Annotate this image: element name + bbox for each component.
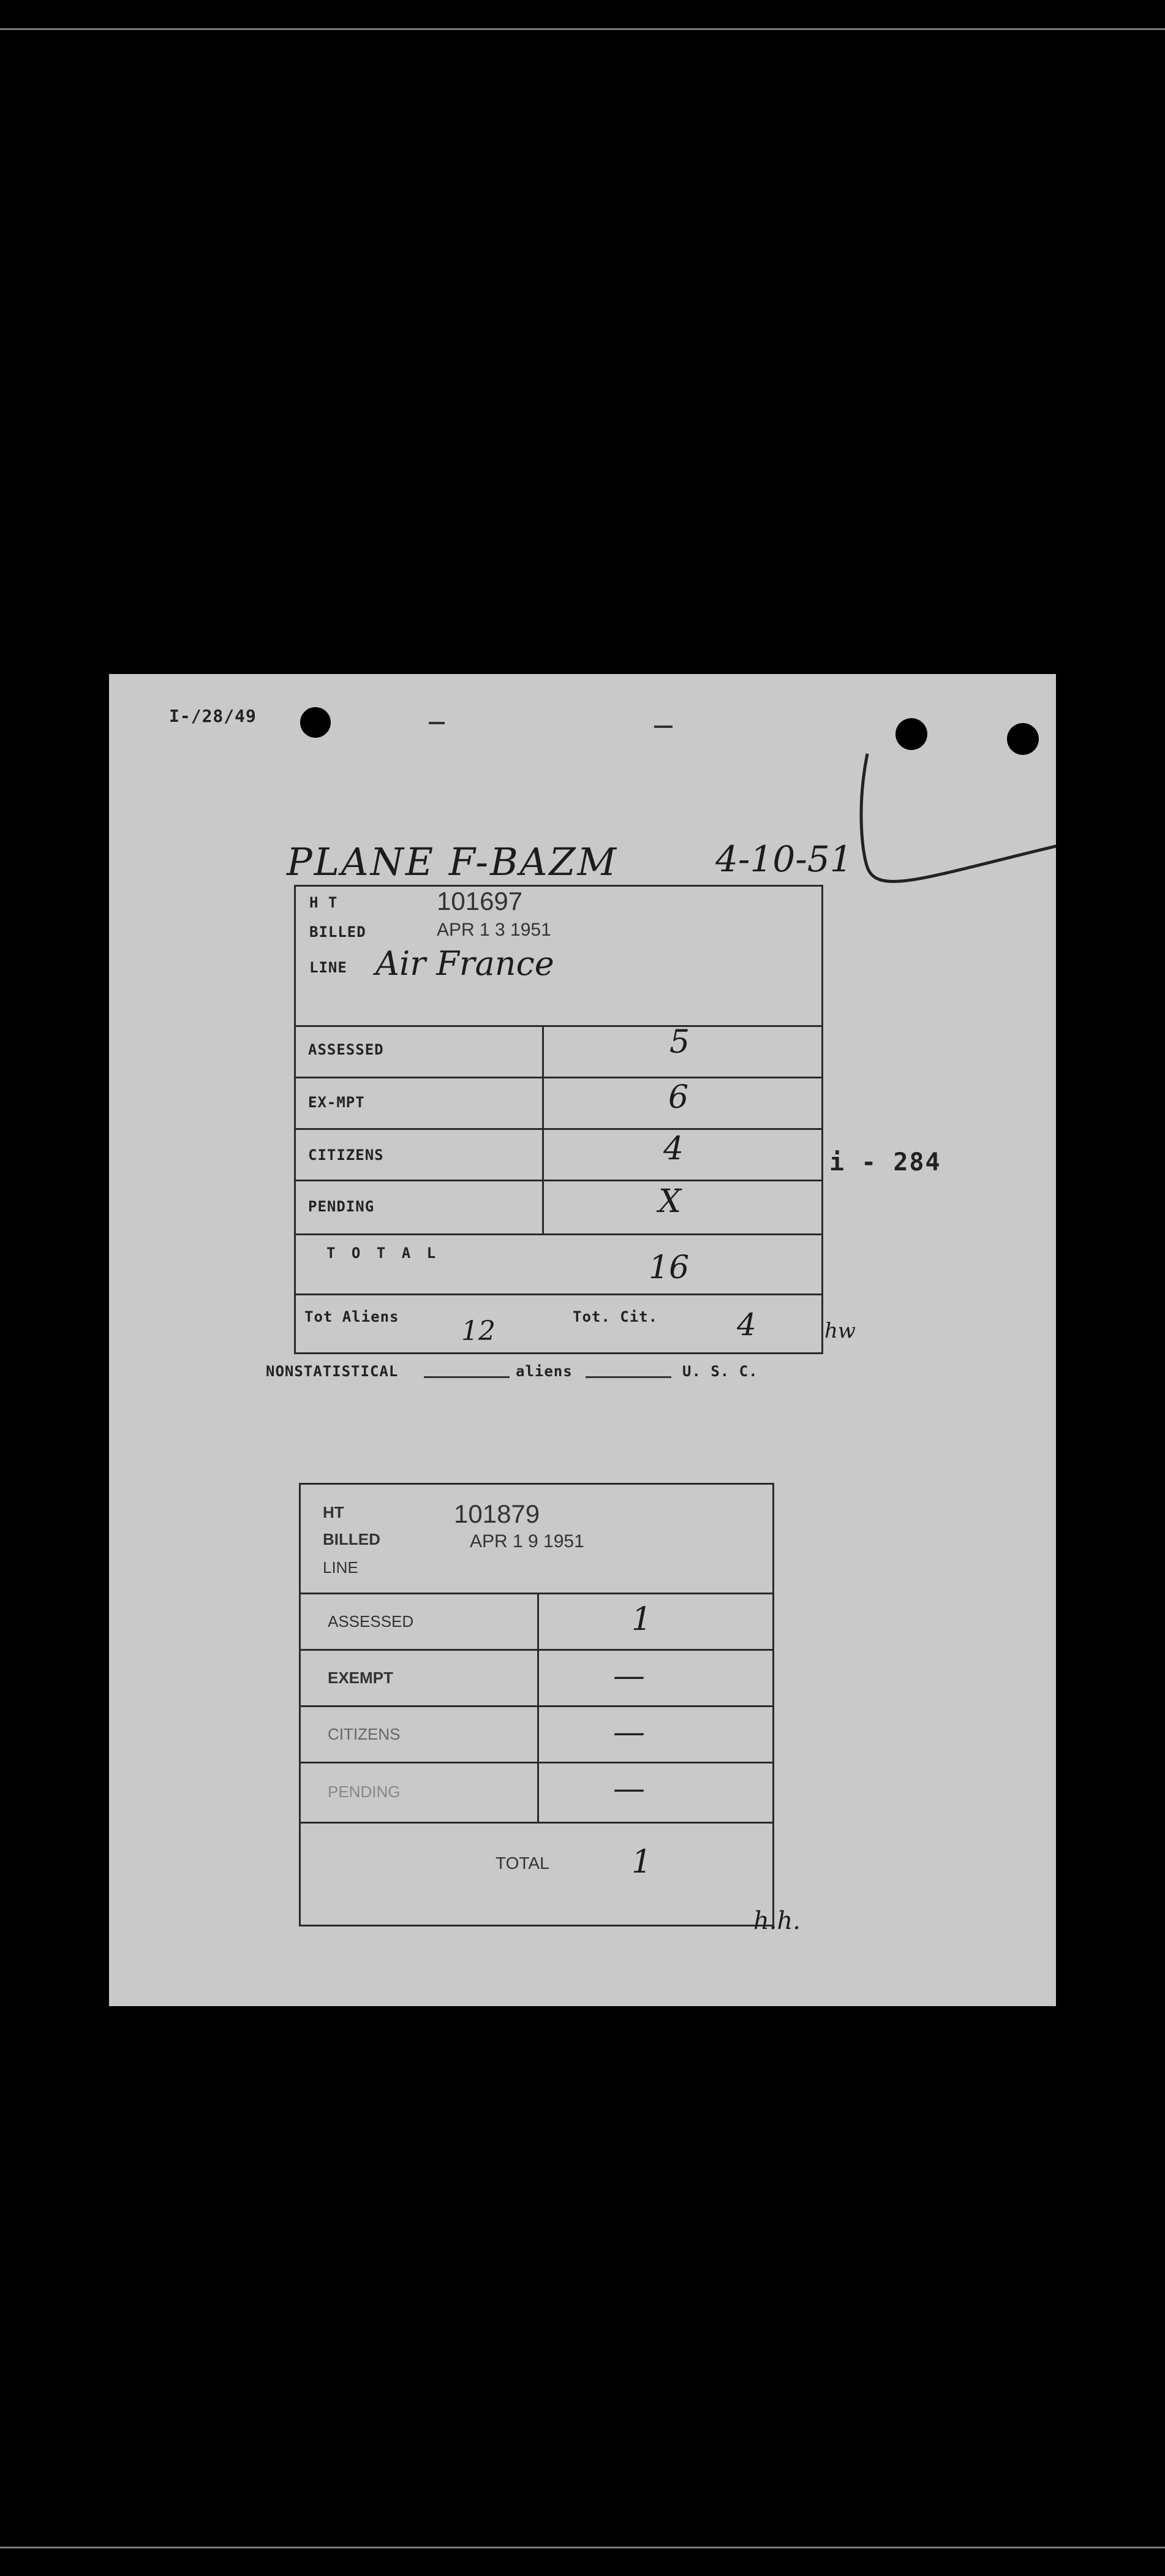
row-label-assessed: ASSESSED bbox=[328, 1612, 414, 1631]
divider bbox=[296, 1025, 821, 1027]
divider bbox=[301, 1649, 772, 1651]
check-mark-icon bbox=[856, 748, 1056, 956]
divider bbox=[301, 1762, 772, 1763]
divider bbox=[296, 1233, 821, 1235]
billed-date: APR 1 3 1951 bbox=[437, 920, 551, 940]
total-value: 1 bbox=[632, 1844, 652, 1881]
divider bbox=[296, 1294, 821, 1295]
line-label: LINE bbox=[323, 1558, 358, 1577]
row-label-citizens: CITIZENS bbox=[328, 1725, 401, 1743]
line-value: Air France bbox=[375, 944, 554, 983]
tot-aliens-label: Tot Aliens bbox=[304, 1308, 399, 1325]
tot-cit-value: 4 bbox=[737, 1307, 756, 1343]
row-value-exempt: 6 bbox=[668, 1079, 689, 1116]
row-value-assessed: 1 bbox=[632, 1601, 652, 1638]
ht-label: H T bbox=[309, 894, 338, 911]
divider bbox=[296, 1128, 821, 1130]
total-value: 16 bbox=[649, 1249, 690, 1286]
total-label: TOTAL bbox=[496, 1854, 549, 1873]
side-number: i - 284 bbox=[829, 1148, 941, 1176]
row-value-assessed: 5 bbox=[669, 1024, 690, 1061]
row-value-pending: — bbox=[613, 1770, 645, 1807]
divider bbox=[296, 1180, 821, 1181]
row-label-citizens: CITIZENS bbox=[308, 1146, 384, 1164]
statistics-card bbox=[294, 885, 823, 1354]
usc-label: U. S. C. bbox=[682, 1363, 758, 1380]
plane-note: PLANE F-BAZM bbox=[287, 839, 618, 884]
billed-date: APR 1 9 1951 bbox=[470, 1531, 584, 1551]
row-label-assessed: ASSESSED bbox=[308, 1041, 384, 1058]
nonstatistical-label: NONSTATISTICAL bbox=[266, 1363, 399, 1380]
line-label: LINE bbox=[309, 959, 347, 976]
billed-label: BILLED bbox=[309, 923, 366, 941]
blank-line bbox=[586, 1376, 671, 1378]
divider bbox=[301, 1822, 772, 1824]
blank-line bbox=[424, 1376, 510, 1378]
card2-initials: h.h. bbox=[753, 1907, 801, 1935]
total-label: T O T A L bbox=[326, 1244, 440, 1262]
scanner-bottom-line bbox=[0, 2547, 1165, 2548]
card1-initials: hw bbox=[824, 1319, 856, 1343]
tot-aliens-value: 12 bbox=[461, 1316, 496, 1347]
billing-card bbox=[299, 1483, 774, 1926]
row-value-citizens: 4 bbox=[663, 1131, 684, 1167]
ht-label: HT bbox=[323, 1503, 344, 1521]
row-label-exempt: EX-MPT bbox=[308, 1094, 365, 1111]
row-value-pending: X bbox=[658, 1183, 682, 1220]
ht-number: 101697 bbox=[437, 887, 523, 915]
plane-date: 4-10-51 bbox=[715, 838, 853, 880]
punch-hole bbox=[895, 718, 927, 750]
row-label-pending: PENDING bbox=[308, 1198, 375, 1215]
column-divider bbox=[537, 1593, 539, 1822]
form-number: I-/28/49 bbox=[169, 706, 257, 726]
document-sheet bbox=[109, 674, 1056, 2006]
punch-hole bbox=[300, 707, 331, 738]
punch-mark bbox=[429, 722, 445, 724]
row-value-citizens: — bbox=[613, 1714, 645, 1751]
divider bbox=[301, 1593, 772, 1594]
divider bbox=[301, 1705, 772, 1707]
billed-label: BILLED bbox=[323, 1530, 380, 1548]
row-value-exempt: — bbox=[613, 1657, 645, 1694]
aliens-label: aliens bbox=[516, 1363, 573, 1380]
ht-number: 101879 bbox=[454, 1499, 540, 1528]
tot-cit-label: Tot. Cit. bbox=[573, 1308, 658, 1325]
punch-mark bbox=[654, 725, 673, 728]
row-label-pending: PENDING bbox=[328, 1782, 401, 1801]
scanner-top-line bbox=[0, 28, 1165, 30]
column-divider bbox=[542, 1025, 544, 1233]
row-label-exempt: EXEMPT bbox=[328, 1669, 393, 1687]
divider bbox=[296, 1077, 821, 1078]
